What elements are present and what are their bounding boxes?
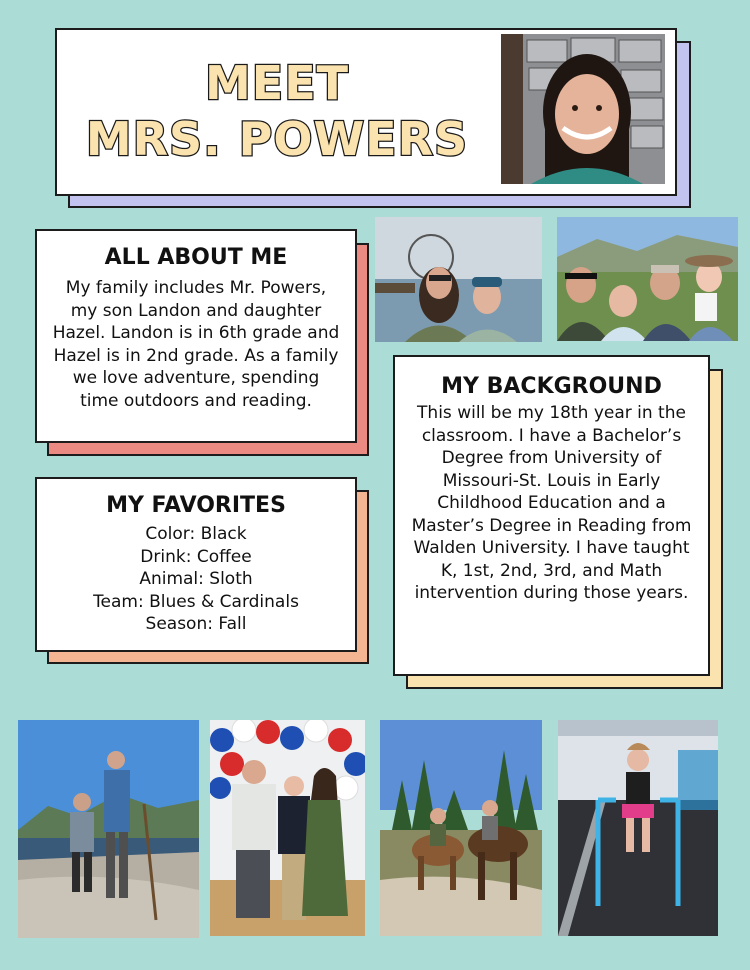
- favorite-season: Season: Fall: [145, 614, 247, 634]
- favorite-color: Color: Black: [145, 524, 247, 544]
- background-heading: MY BACKGROUND: [441, 374, 662, 399]
- about-body: My family includes Mr. Powers, my son Landon and daughter Hazel. Landon is in 6th grade and Hazel is in 2nd grade. As a family we love adventure, spending time outdoors and reading.: [52, 278, 340, 411]
- about-heading: ALL ABOUT ME: [104, 245, 288, 270]
- favorites-card: [35, 477, 357, 652]
- photo-horseback-riding: [380, 720, 542, 936]
- favorite-drink: Drink: Coffee: [140, 546, 252, 567]
- photo-hiking-rocks: [18, 720, 199, 938]
- photo-family-mountain-selfie: [557, 217, 738, 341]
- background-body: This will be my 18th year in the classroom. I have a Bachelor’s Degree from University of Missouri-St. Louis in Early Childhood Education and a Master’s Degree in Reading from Walden University. I have taught K, 1st, 2nd, 3rd, and Math intervention during those years.: [411, 403, 692, 603]
- title-line-meet: MEET: [205, 56, 349, 110]
- favorites-heading: MY FAVORITES: [106, 493, 286, 518]
- favorite-animal: Animal: Sloth: [139, 569, 253, 589]
- photo-therapy-gym: [558, 720, 718, 936]
- about-card: [35, 229, 357, 443]
- title-line-name: MRS. POWERS: [85, 112, 469, 166]
- header-card: [55, 28, 677, 196]
- photo-balloons-family: [210, 720, 365, 936]
- photo-ferris-wheel-selfie: [375, 217, 542, 342]
- favorites-list: [43, 523, 349, 636]
- favorite-team: Team: Blues & Cardinals: [93, 591, 299, 612]
- background-card: [393, 355, 710, 676]
- teacher-portrait-photo: [501, 34, 665, 184]
